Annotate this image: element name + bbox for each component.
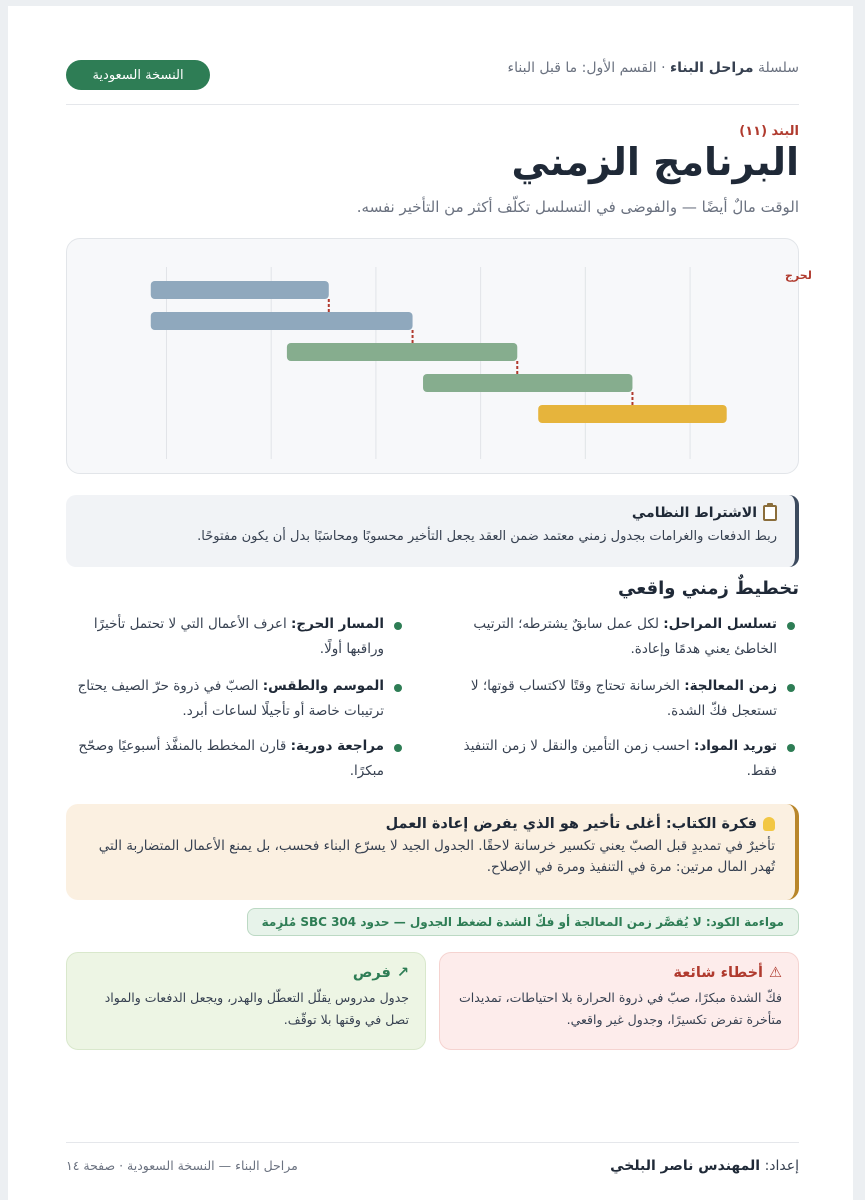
gantt-bar — [423, 374, 632, 392]
list-item: زمن المعالجة: الخرسانة تحتاج وقتًا لاكتساب قوتها؛ لا تستعجل فكّ الشدة. — [459, 674, 799, 724]
frame-left — [0, 0, 8, 1200]
mistakes-title: ⚠ أخطاء شائعة — [673, 965, 782, 981]
chances-title: ↗ فرص — [352, 965, 409, 981]
clipboard-icon — [763, 505, 777, 521]
list-item: المسار الحرج: اعرف الأعمال التي لا تحتمل تأخيرًا وراقبها أولًا. — [66, 612, 406, 662]
frame-right — [853, 0, 865, 1200]
frame-top — [0, 0, 865, 6]
series-name: مراحل البناء — [670, 60, 754, 76]
warning-icon: ⚠ — [769, 965, 782, 981]
idea-text: تأخيرٌ في تمديدٍ قبل الصبّ يعني تكسير خرسانة لاحقًا. الجدول الجيد لا يسرّع البناء فحسب، بل يمنع الأعمال المتضاربة التي تُهدر المال مرتين: مرة في التنفيذ ومرة في الإصلاح. — [98, 838, 775, 875]
list-item: توريد المواد: احسب زمن التأمين والنقل لا زمن التنفيذ فقط. — [459, 734, 799, 784]
idea-title: فكرة الكتاب: أغلى تأخير هو الذي يفرض إعادة العمل — [86, 816, 775, 832]
mistakes-text: فكّ الشدة مبكرًا، صبّ في ذروة الحرارة بلا احتياطات، تمديدات متأخرة تفرض تكسيرًا، وجدول غير واقعي. — [459, 990, 782, 1027]
gantt-bar — [538, 405, 726, 423]
series-header: سلسلة مراحل البناء · القسم الأول: ما قبل البناء — [507, 60, 799, 76]
chances-text: جدول مدروس يقلّل التعطّل والهدر، ويجعل الدفعات والمواد تصل في وقتها بلا توقّف. — [104, 990, 409, 1027]
lightbulb-icon — [763, 817, 775, 831]
book-idea-box — [66, 804, 799, 900]
header-divider — [66, 104, 799, 105]
gantt-chart — [66, 238, 812, 474]
requirement-box — [66, 495, 799, 567]
page-subtitle: الوقت مالٌ أيضًا — والفوضى في التسلسل تكلّف أكثر من التأخير نفسه. — [356, 198, 799, 216]
list-item: الموسم والطقس: الصبّ في ذروة حرّ الصيف يحتاج ترتيبات خاصة أو تأجيلًا لساعات أبرد. — [66, 674, 406, 724]
list-item: مراجعة دورية: قارن المخطط بالمنفَّذ أسبوعيًا وصحّح مبكرًا. — [66, 734, 406, 784]
gantt-bar — [287, 343, 517, 361]
gantt-bar — [151, 312, 413, 330]
code-compliance-note: مواءمة الكود: لا يُقصَّر زمن المعالجة أو فكّ الشدة لضغط الجدول — حدود SBC 304 مُلزِمة — [247, 908, 799, 936]
footer-page-info: مراحل البناء — النسخة السعودية · صفحة ١٤ — [66, 1158, 298, 1173]
section-name: القسم الأول: ما قبل البناء — [507, 60, 657, 76]
requirement-title: الاشتراط النظامي — [84, 505, 777, 521]
section-title: تخطيطٌ زمني واقعي — [617, 578, 799, 599]
page-title: البرنامج الزمني — [511, 140, 799, 184]
list-item: تسلسل المراحل: لكل عمل سابقٌ يشترطه؛ الترتيب الخاطئ يعني هدمًا وإعادة. — [459, 612, 799, 662]
critical-path-label: لحرج — [785, 269, 812, 282]
clause-number: البند (١١) — [739, 124, 799, 139]
footer-author: إعداد: المهندس ناصر البلخي — [610, 1158, 799, 1174]
arrow-up-right-icon: ↗ — [396, 965, 409, 981]
edition-badge: النسخة السعودية — [66, 60, 210, 90]
requirement-text: ربط الدفعات والغرامات بجدول زمني معتمد ضمن العقد يجعل التأخير محسوبًا ومحاسَبًا بدل أن يكون مفتوحًا. — [197, 529, 777, 544]
opportunities-card — [66, 952, 426, 1050]
gantt-bar — [151, 281, 329, 299]
common-mistakes-card — [439, 952, 799, 1050]
footer-divider — [66, 1142, 799, 1143]
gantt-svg — [67, 239, 812, 475]
